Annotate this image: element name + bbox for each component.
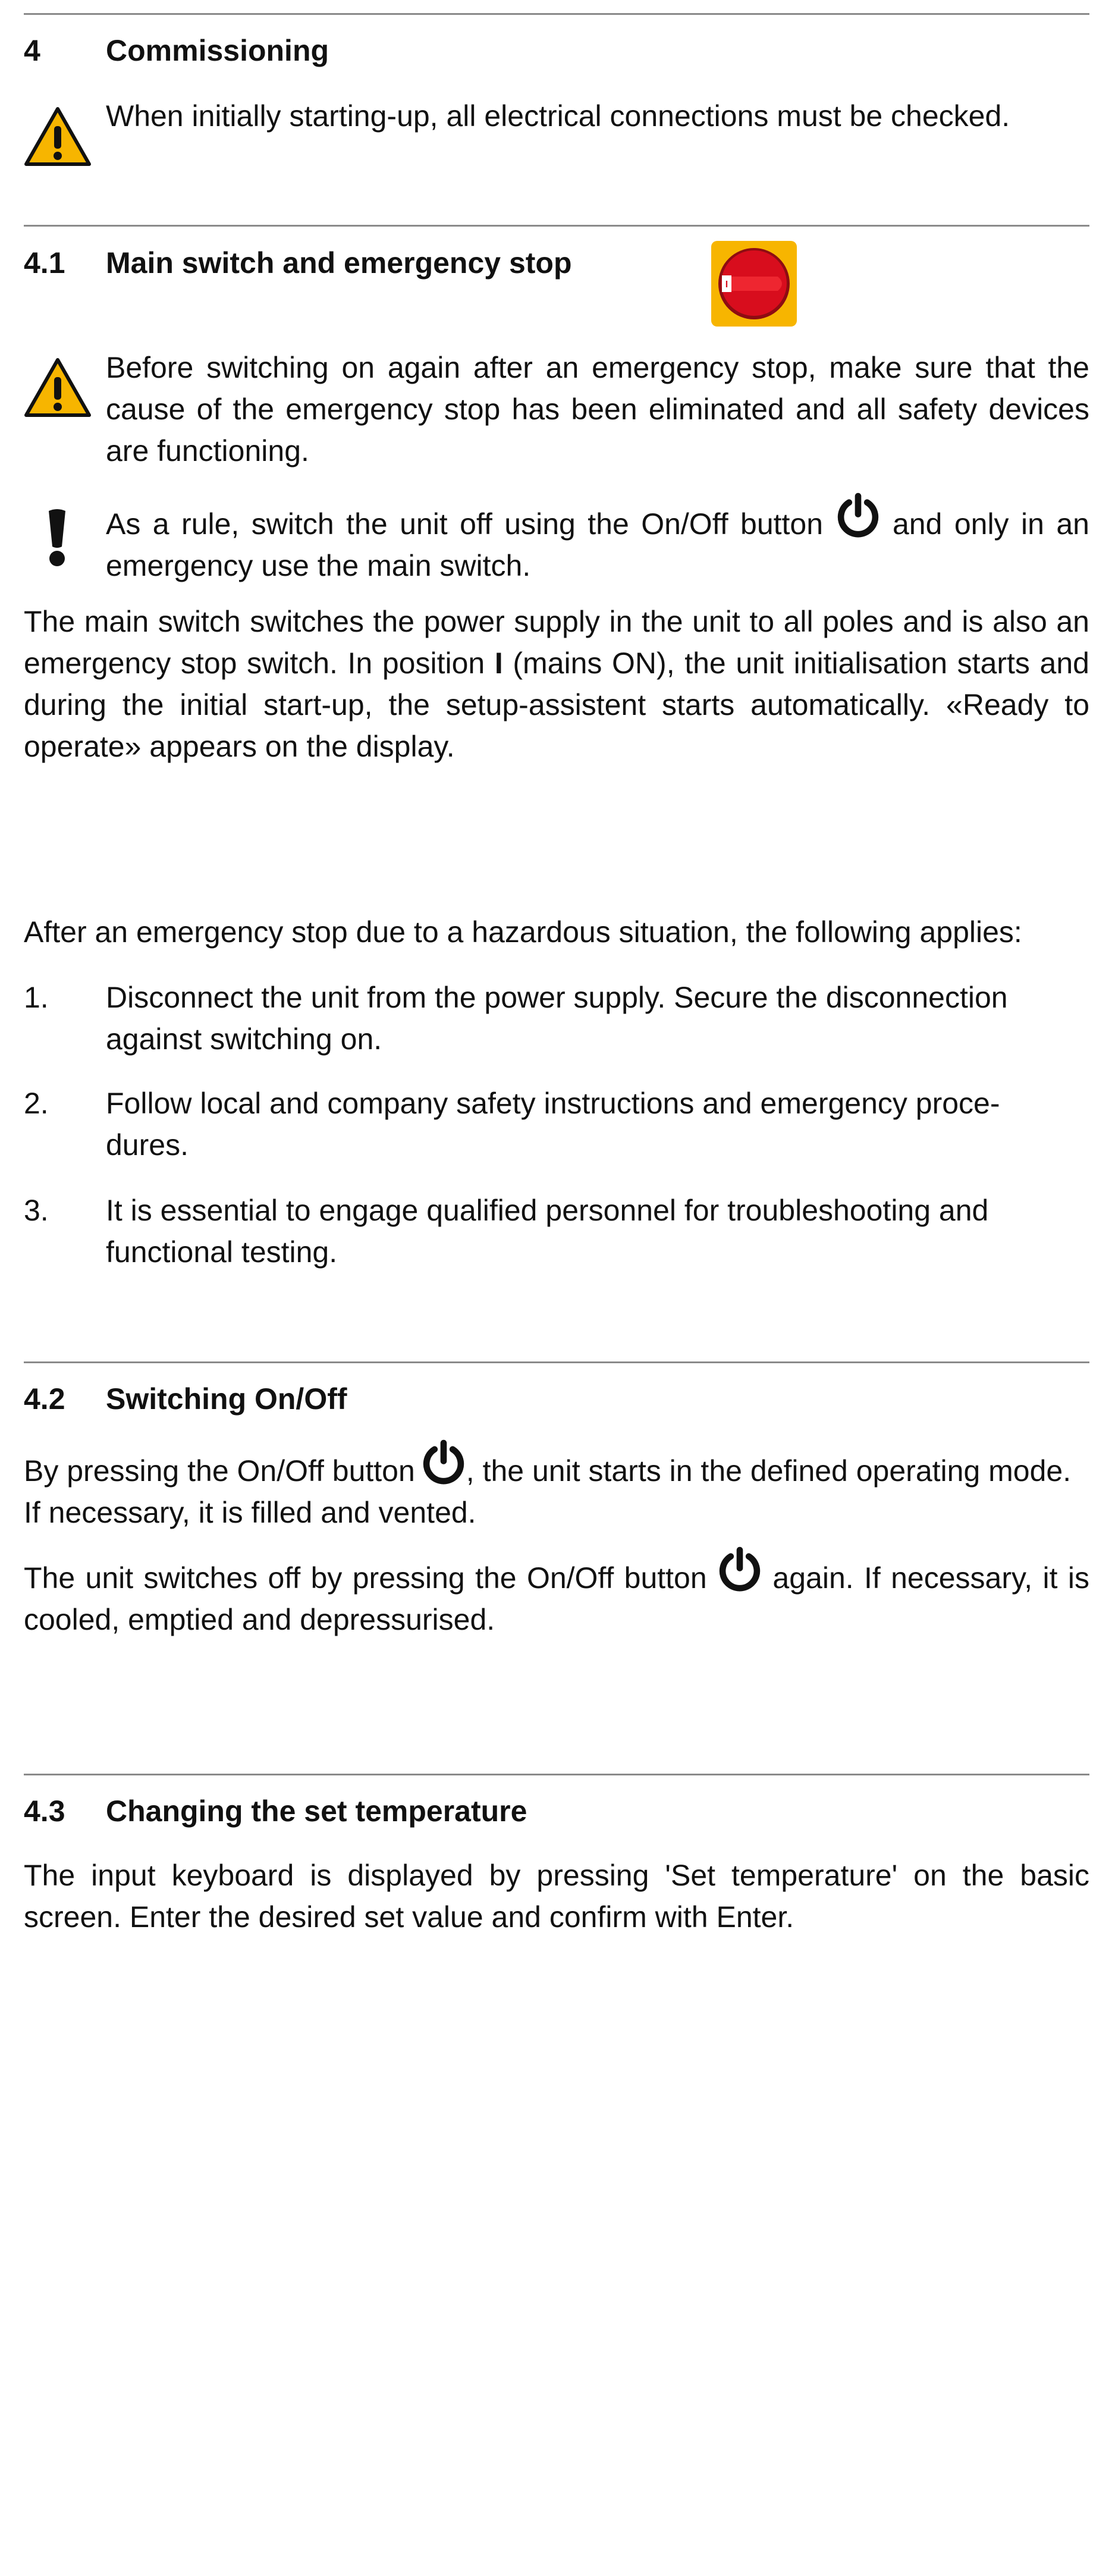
section-divider xyxy=(24,225,1089,227)
power-button-icon xyxy=(421,1439,466,1485)
step-number: 3. xyxy=(24,1194,49,1227)
step-text: It is essential to engage qualified personnel for troubleshooting and functional testing. xyxy=(106,1194,989,1269)
power-button-icon xyxy=(717,1546,762,1592)
svg-text:I: I xyxy=(725,280,728,290)
note-text xyxy=(106,492,1089,586)
section-number: 4.1 xyxy=(24,246,65,280)
warning-triangle-icon xyxy=(24,106,92,167)
note-text-after: and only in an emergency use the main switch. xyxy=(106,507,1089,582)
main-switch-image xyxy=(711,241,797,327)
set-temperature-paragraph: The input keyboard is displayed by pressing 'Set temperature' on the basic screen. Enter the desired set value and confirm with Enter. xyxy=(24,1859,1089,1934)
step-text: Disconnect the unit from the power supply. Secure the disconnection against switching on. xyxy=(106,981,1008,1056)
paragraph-part: , the unit starts in the defined operating mode. If necessary, it is filled and vented. xyxy=(24,1454,1072,1529)
paragraph-part: The main switch switches the power supply in the unit to all poles and is also an emergency stop switch. In position xyxy=(24,605,1089,680)
section-title: Main switch and emergency stop xyxy=(106,246,572,280)
section-title: Changing the set temperature xyxy=(106,1794,527,1828)
paragraph-part: (mains ON), the unit initialisation starts and during the initial start-up, the setup-assistent starts automatically. «Ready to operate» appears on the display. xyxy=(24,647,1089,763)
paragraph-part: The unit switches off by pressing the On/Off button xyxy=(24,1561,707,1595)
paragraph-part: again. If necessary, it is cooled, emptied and depressurised. xyxy=(24,1561,1089,1636)
section-number: 4.2 xyxy=(24,1382,65,1416)
warning-text: Before switching on again after an emergency stop, make sure that the cause of the emergency stop has been eliminated and all safety devices are functioning. xyxy=(106,351,1089,467)
emergency-intro: After an emergency stop due to a hazardous situation, the following applies: xyxy=(24,915,1022,949)
section-number: 4 xyxy=(24,34,40,67)
paragraph-part: By pressing the On/Off button xyxy=(24,1454,415,1488)
section-title: Switching On/Off xyxy=(106,1382,347,1416)
warning-triangle-icon xyxy=(24,357,92,418)
switch-off-paragraph xyxy=(24,1546,1089,1640)
section-number: 4.3 xyxy=(24,1794,65,1828)
step-number: 1. xyxy=(24,981,49,1014)
section-divider xyxy=(24,1774,1089,1775)
section-divider xyxy=(24,1361,1089,1363)
position-label: I xyxy=(494,647,503,680)
step-text: Follow local and company safety instructions and emergency proce-dures. xyxy=(106,1087,1000,1162)
step-number: 2. xyxy=(24,1087,49,1120)
power-button-icon xyxy=(835,492,881,538)
main-switch-paragraph xyxy=(24,601,1089,767)
section-divider xyxy=(24,13,1089,15)
note-text-before: As a rule, switch the unit off using the On/Off button xyxy=(106,507,824,541)
exclamation-icon xyxy=(44,507,70,567)
warning-text: When initially starting-up, all electrical connections must be checked. xyxy=(106,99,1010,133)
switch-on-paragraph xyxy=(24,1439,1089,1533)
section-title: Commissioning xyxy=(106,34,329,67)
